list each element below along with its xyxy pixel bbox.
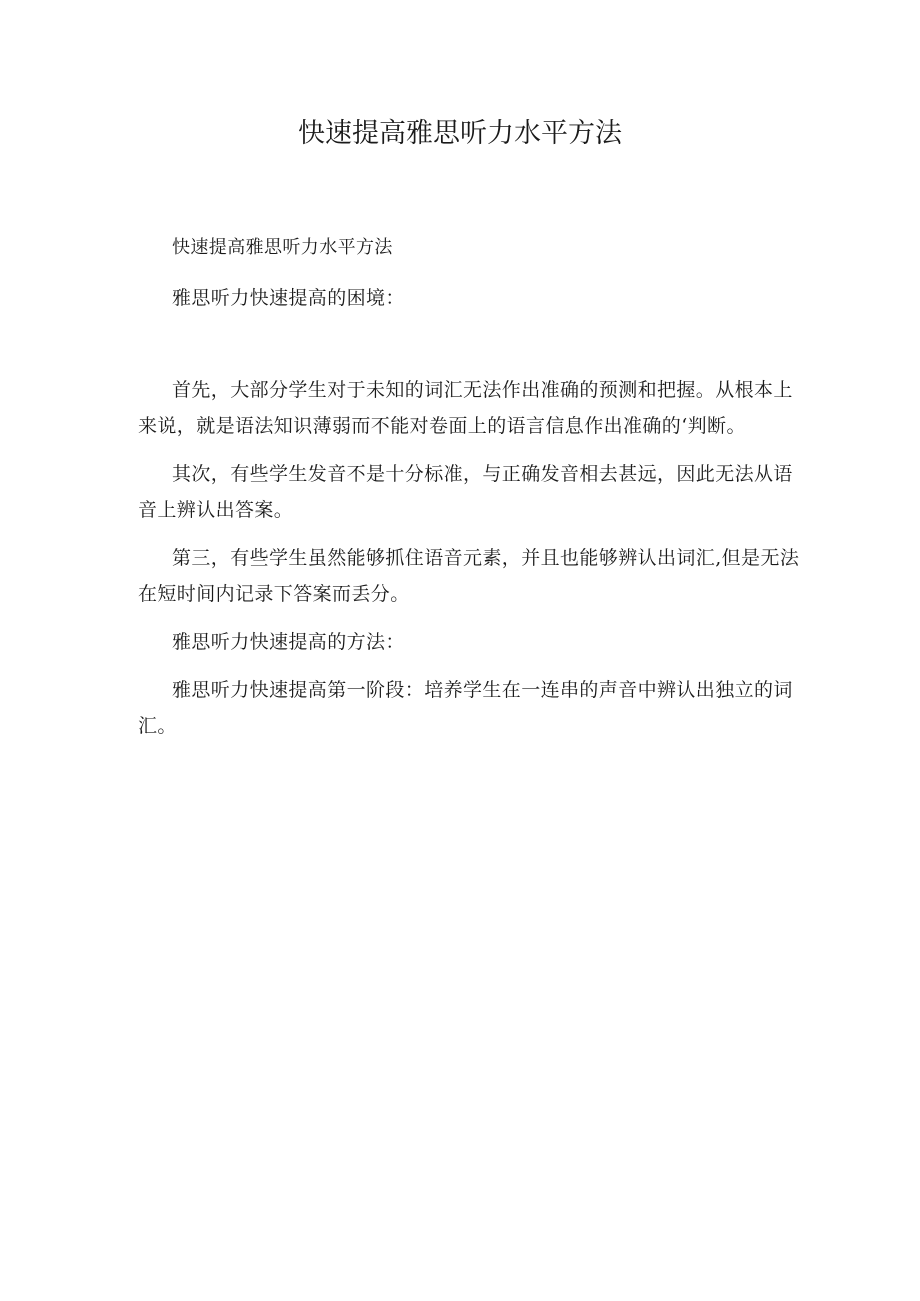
paragraph-first: 首先，大部分学生对于未知的词汇无法作出准确的预测和把握。从根本上来说，就是语法知识薄弱而不能对卷面上的语言信息作出准确的‘判断。 <box>138 379 793 437</box>
section-heading-methods: 雅思听力快速提高的方法： <box>172 631 405 653</box>
subtitle-paragraph: 快速提高雅思听力水平方法 <box>172 237 393 258</box>
document-body <box>138 230 810 756</box>
document-title: 快速提高雅思听力水平方法 <box>298 118 622 149</box>
paragraph-third: 第三，有些学生虽然能够抓住语音元素，并且也能够辨认出词汇,但是无法在短时间内记录下答案而丢分。 <box>138 547 800 605</box>
paragraph-second: 其次，有些学生发音不是十分标准，与正确发音相去甚远，因此无法从语音上辨认出答案。 <box>138 463 793 521</box>
section-heading-difficulties: 雅思听力快速提高的困境： <box>172 287 405 309</box>
paragraph-stage-one: 雅思听力快速提高第一阶段：培养学生在一连串的声音中辨认出独立的词汇。 <box>138 679 793 737</box>
